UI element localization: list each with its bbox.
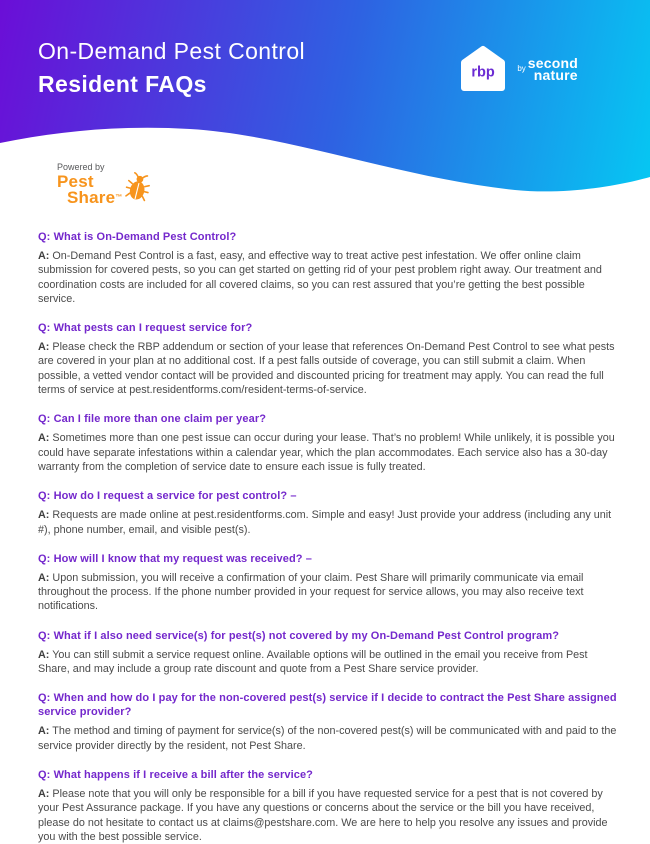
faq-list bbox=[0, 222, 650, 844]
faq-question: Q: How will I know that my request was received? – bbox=[38, 552, 312, 565]
faq-item bbox=[38, 691, 618, 753]
pest-share-line2: Share bbox=[67, 188, 116, 207]
document-subtitle: Resident FAQs bbox=[38, 71, 207, 97]
faq-answer-prefix: A: bbox=[38, 787, 50, 800]
second-nature-line2: nature bbox=[533, 67, 578, 83]
faq-answer-prefix: A: bbox=[38, 648, 50, 661]
faq-answer bbox=[38, 724, 618, 753]
trademark-symbol: ™ bbox=[115, 194, 123, 201]
faq-answer bbox=[38, 249, 618, 306]
faq-item bbox=[38, 412, 618, 474]
faq-answer-prefix: A: bbox=[38, 432, 50, 445]
faq-answer-text: Please check the RBP addendum or section of your lease that references On-Demand Pest Control to see what pests are covered in your plan at no additional cost. If a pest falls outside of coverage, you can still submit a claim. When possible, a vetted vendor contact will be provided and discounted pricing for treatment may apply. You can read the full terms of service at pest.residentforms.com/resident-terms-of-service. bbox=[38, 341, 615, 397]
faq-answer bbox=[38, 787, 618, 844]
faq-question: Q: Can I file more than one claim per year? bbox=[38, 413, 267, 426]
header-titles bbox=[38, 38, 305, 97]
faq-answer bbox=[38, 648, 618, 677]
faq-answer-text: You can still submit a service request online. Available options will be outlined in the email you receive from Pest Share, and may include a group rate discount and quote from a Pest Share service provider. bbox=[38, 648, 588, 676]
faq-answer bbox=[38, 340, 618, 397]
pest-share-bug-icon bbox=[125, 172, 151, 202]
faq-answer-text: Upon submission, you will receive a confirmation of your claim. Pest Share will primarily communicate via email throughout the process. If the phone number provided in your request for service allows, you may also receive text notifications. bbox=[38, 571, 584, 613]
powered-by-label: Powered by bbox=[57, 162, 105, 172]
faq-answer-text: Sometimes more than one pest issue can occur during your lease. That’s no problem! While unlikely, it is possible you could have separate infestations within a calendar year, which the plan accommodates. Each service also has a 30-day warranty from the completion of service date to ensure each issue is fully treated. bbox=[38, 432, 615, 473]
second-nature-line1: second bbox=[527, 54, 578, 71]
faq-answer-prefix: A: bbox=[38, 250, 50, 262]
faq-question: Q: When and how do I pay for the non-covered pest(s) service if I decide to contract the Pest Share assigned service provider? bbox=[38, 692, 617, 719]
faq-question: Q: What if I also need service(s) for pest(s) not covered by my On-Demand Pest Control program? bbox=[38, 629, 560, 642]
faq-answer-prefix: A: bbox=[38, 509, 50, 522]
faq-item bbox=[38, 489, 618, 537]
faq-answer-prefix: A: bbox=[38, 725, 50, 738]
faq-answer bbox=[38, 571, 618, 614]
faq-answer-prefix: A: bbox=[38, 571, 50, 584]
faq-question: Q: How do I request a service for pest control? – bbox=[38, 490, 297, 503]
faq-item bbox=[38, 230, 618, 306]
faq-question: Q: What happens if I receive a bill after the service? bbox=[38, 768, 313, 781]
faq-question: Q: What pests can I request service for? bbox=[38, 322, 253, 335]
faq-item bbox=[38, 629, 618, 677]
page-header bbox=[0, 0, 650, 222]
faq-answer-prefix: A: bbox=[38, 341, 50, 354]
powered-by-pest-share-logo bbox=[57, 162, 151, 206]
second-nature-wordmark bbox=[517, 54, 578, 83]
faq-answer-text: The method and timing of payment for service(s) of the non-covered pest(s) will be communicated with and paid to the service provider directly by the resident, not Pest Share. bbox=[38, 725, 617, 752]
faq-answer-text: Requests are made online at pest.residentforms.com. Simple and easy! Just provide your address (including any unit #), phone number, email, and visible pest(s). bbox=[38, 509, 612, 536]
faq-answer-text: Please note that you will only be responsible for a bill if you have requested service for a pest that is not covered by your Pest Assurance package. If you have any questions or concerns about the service or the bill you have received, please do not hesitate to contact us at claims@pestshare.com. We are here to help you resolve any issues and provide you with the best possible service. bbox=[38, 787, 608, 843]
faq-item bbox=[38, 321, 618, 397]
faq-answer bbox=[38, 431, 618, 474]
by-label: by bbox=[517, 63, 526, 73]
rbp-house-icon bbox=[458, 44, 508, 94]
rbp-second-nature-logo bbox=[458, 44, 578, 94]
faq-answer bbox=[38, 508, 618, 537]
document-title: On-Demand Pest Control bbox=[38, 38, 306, 64]
pest-share-line1: Pest bbox=[57, 172, 94, 191]
faq-question: Q: What is On-Demand Pest Control? bbox=[38, 231, 237, 243]
faq-item bbox=[38, 552, 618, 614]
rbp-logo-text: rbp bbox=[471, 64, 496, 81]
faq-item bbox=[38, 768, 618, 844]
faq-answer-text: On-Demand Pest Control is a fast, easy, and effective way to treat active pest infestation. We offer online claim submission for covered pests, so you can get started on getting rid of your pest problem right away. Our treatment and coordination costs are included for all covered claims, so you can rest assured that you’re getting the best possible service. bbox=[38, 250, 602, 305]
